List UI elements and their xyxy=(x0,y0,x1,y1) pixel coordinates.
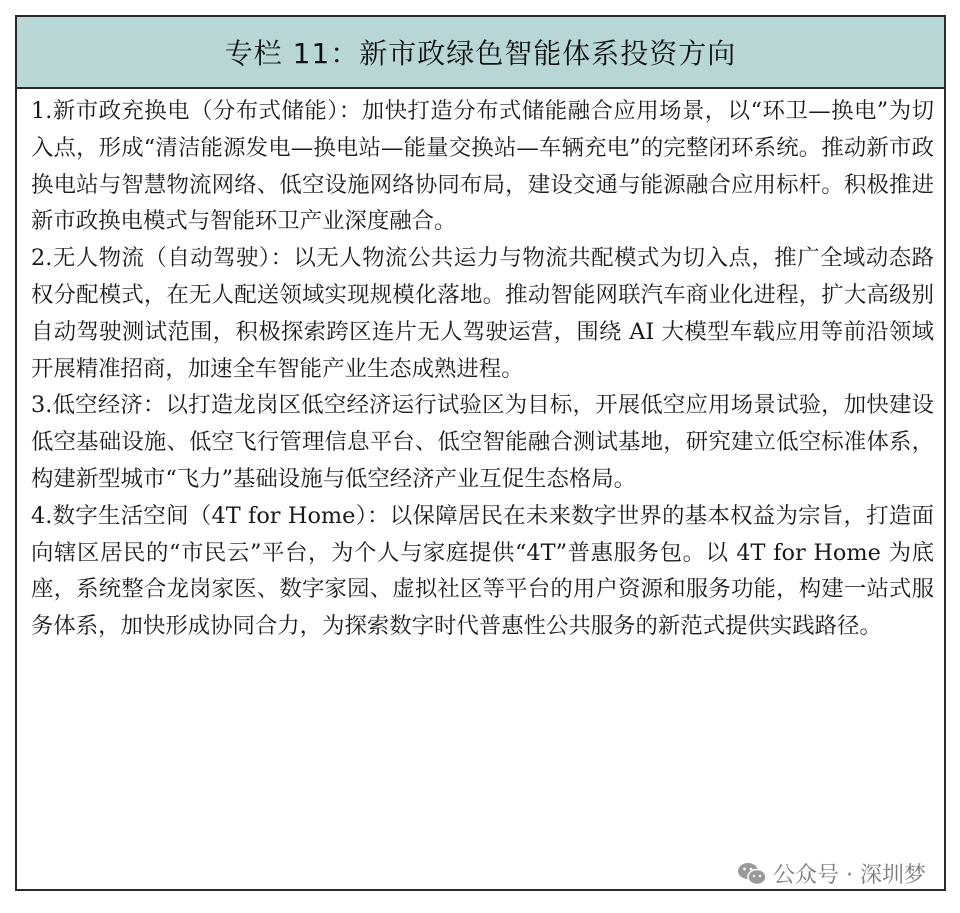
paragraph-low-altitude-economy: 3.低空经济：以打造龙岗区低空经济运行试验区为目标，开展低空应用场景试验，加快建设低空基础设施、低空飞行管理信息平台、低空智能融合测试基地，研究建立低空标准体系，构建新型城市“飞力”基础设施与低空经济产业互促生态格局。 xyxy=(31,392,934,492)
watermark xyxy=(735,858,928,889)
column-title: 专栏 11：新市政绿色智能体系投资方向 xyxy=(17,17,944,89)
paragraph-new-municipal-charging: 1.新市政充换电（分布式储能）：加快打造分布式储能融合应用场景，以“环卫—换电”为切入点，形成“清洁能源发电—换电站—能量交换站—车辆充电”的完整闭环系统。推动新市政换电站与智慧物流网络、低空设施网络协同布局，建设交通与能源融合应用标杆。积极推进新市政换电模式与智能环卫产业深度融合。 xyxy=(31,98,934,235)
column-box xyxy=(15,15,946,891)
watermark-text: 公众号 · 深圳梦 xyxy=(773,863,926,888)
paragraph-digital-living-space: 4.数字生活空间（4T for Home）：以保障居民在未来数字世界的基本权益为宗旨，打造面向辖区居民的“市民云”平台，为个人与家庭提供“4T”普惠服务包。以 4T for Home 为底座，系统整合龙岗家医、数字家园、虚拟社区等平台的用户资源和服务功能，构建一站式服务体系，加快形成协同合力，为探索数字时代普惠性公共服务的新范式提供实践路径。 xyxy=(31,502,934,640)
column-content xyxy=(17,89,944,645)
wechat-icon xyxy=(737,861,767,887)
paragraph-unmanned-logistics: 2.无人物流（自动驾驶）：以无人物流公共运力与物流共配模式为切入点，推广全域动态路权分配模式，在无人配送领域实现规模化落地。推动智能网联汽车商业化进程，扩大高级别自动驾驶测试范围，积极探索跨区连片无人驾驶运营，围绕 AI 大模型车载应用等前沿领域开展精准招商，加速全车智能产业生态成熟进程。 xyxy=(31,245,934,382)
